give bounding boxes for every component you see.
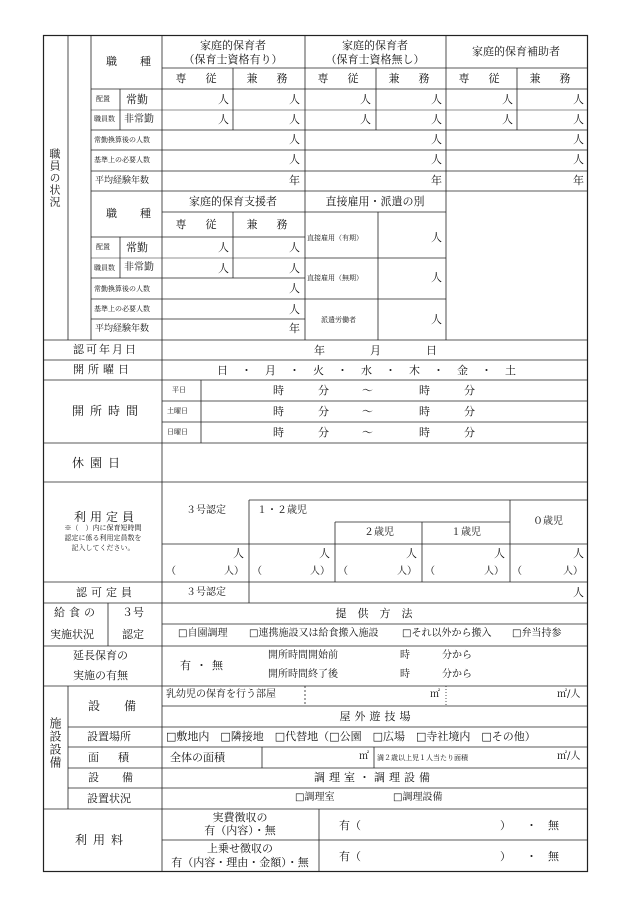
paren-close: 人） [397, 566, 417, 577]
tilde: ～ [362, 405, 373, 418]
day-label: 日 [426, 344, 437, 357]
capacity-note-2: 認定に係る利用定員数を [64, 534, 142, 542]
meal-option-1[interactable]: □自園調理 [178, 628, 228, 639]
meal-option-4[interactable]: □弁当持参 [512, 628, 562, 639]
minute: 分 [464, 405, 475, 418]
capacity-label: 利用定員 [74, 510, 139, 524]
unit: 人 [319, 547, 330, 560]
sunday-label: 日曜日 [167, 428, 188, 436]
irregular-label: 非常勤 [124, 114, 154, 125]
location-options[interactable]: □敷地内 □隣接地 □代替地（□公園 □広場 □寺社境内 □その他） [166, 730, 536, 743]
unit: 人 [494, 547, 505, 560]
job-type-label: 職 種 [106, 55, 157, 68]
tilde: ～ [362, 384, 373, 397]
dispatch-label: 派遣労働者 [321, 316, 356, 324]
minute: 分 [464, 384, 475, 397]
hour: 時 [419, 384, 430, 397]
kitchen-equip-option[interactable]: □調理設備 [393, 792, 443, 803]
full-time-2: 専 従 [317, 72, 363, 85]
unit: 人 [360, 93, 371, 106]
placement-label-b-2: 職員数 [94, 264, 115, 272]
open-days-value: 日・月・火・水・木・金・土 [217, 364, 529, 377]
minute: 分 [464, 426, 475, 439]
unit: 人 [289, 93, 300, 106]
sqm-per-unit: ㎡/人 [557, 751, 581, 762]
cert3-label: ３号認定 [186, 505, 226, 516]
unit: 人 [289, 133, 300, 146]
closed-days-label: 休園日 [72, 456, 127, 470]
required-label: 基準上の必要人数 [94, 156, 150, 164]
weekday-label: 平日 [172, 386, 186, 394]
unit: 人 [573, 133, 584, 146]
from: 分から [442, 669, 472, 680]
job-type-label-2: 職 種 [106, 207, 157, 220]
fee-close: ） [500, 850, 511, 863]
col-support: 家庭的保育支援者 [189, 195, 277, 208]
unit-year: 年 [289, 174, 300, 187]
capacity-note-3: 記入してください。 [71, 544, 135, 552]
unit: 人 [233, 547, 244, 560]
unit-year: 年 [431, 174, 442, 187]
full-time-1: 専 従 [175, 72, 221, 85]
unit: 人 [502, 93, 513, 106]
sqm-unit: ㎡ [430, 689, 440, 700]
part-time-2: 兼 務 [388, 72, 434, 85]
install-status-label: 設置状況 [87, 792, 131, 805]
regular-label: 常勤 [126, 93, 148, 106]
avg-years-label: 平均経験年数 [95, 176, 150, 186]
extended-start-label: 開所時間開始前 [268, 650, 338, 661]
placement-label-b: 職員数 [94, 115, 115, 123]
extended-yes-no: 有・無 [180, 659, 228, 672]
paren-close: 人） [310, 566, 330, 577]
hour: 時 [400, 669, 410, 680]
approved-capacity-label: 認可定員 [76, 586, 136, 599]
location-label: 設置場所 [87, 730, 131, 743]
unit: 人 [289, 241, 300, 254]
open-days-label: 開所曜日 [73, 363, 133, 376]
playground-label: 屋外遊技場 [339, 710, 415, 723]
regular-label-2: 常勤 [126, 241, 148, 254]
age0-label: ０歳児 [533, 516, 563, 527]
area-label: 面 積 [88, 751, 133, 764]
direct-fixed-label: 直接雇用（有期） [307, 234, 363, 242]
unit: 人 [431, 133, 442, 146]
cert-bottom: 認定 [122, 628, 144, 641]
actual-cost-line2: 有（内容）・無 [204, 824, 276, 837]
direct-indef-label: 直接雇用（無期） [307, 274, 363, 282]
fee-dot-no: ・ 無 [526, 819, 559, 832]
meal-option-3[interactable]: □それ以外から搬入 [402, 628, 492, 639]
facility-label: 施設設備 [48, 717, 62, 769]
unit: 人 [431, 93, 442, 106]
col-unqualified-line2: （保育士資格無し） [325, 53, 425, 66]
extended-label-1: 延長保育の [73, 649, 128, 662]
unit: 人 [573, 547, 584, 560]
unit: 人 [431, 313, 442, 326]
method-header: 提 供 方 法 [335, 607, 413, 620]
hour: 時 [419, 426, 430, 439]
direct-hire-header: 直接雇用・派遣の別 [325, 195, 425, 208]
unit: 人 [289, 113, 300, 126]
col-qualified-line2: （保育士資格有り） [183, 53, 283, 66]
approved-cert3: ３号認定 [186, 587, 226, 598]
age2-label: ２歳児 [364, 527, 394, 538]
unit: 人 [218, 113, 229, 126]
unit: 人 [218, 93, 229, 106]
extra-charge-line2: 有（内容・理由・金額）・無 [171, 856, 309, 869]
fee-yes-open: 有（ [339, 819, 361, 832]
unit: 人 [573, 93, 584, 106]
meal-option-2[interactable]: □連携施設又は給食搬入施設 [249, 628, 379, 639]
saturday-label: 土曜日 [167, 407, 188, 415]
open-hours-label: 開所時間 [72, 404, 145, 418]
age12-label: １・２歳児 [257, 505, 307, 516]
extended-label-2: 実施の有無 [73, 669, 128, 682]
placement-label-a: 配置 [96, 95, 110, 103]
paren-open: （ [512, 566, 522, 577]
unit: 人 [289, 282, 300, 295]
part-time-3: 兼 務 [529, 72, 575, 85]
from: 分から [442, 650, 472, 661]
required-label-2: 基準上の必要人数 [94, 305, 150, 313]
unit: 人 [573, 153, 584, 166]
fee-dot-no: ・ 無 [526, 850, 559, 863]
part-time-1: 兼 務 [246, 72, 292, 85]
placement-label-a-2: 配置 [96, 243, 110, 251]
unit: 人 [289, 262, 300, 275]
unit-year: 年 [573, 174, 584, 187]
hour: 時 [273, 384, 284, 397]
minute: 分 [318, 405, 329, 418]
fee-yes-open: 有（ [339, 850, 361, 863]
unit: 人 [431, 231, 442, 244]
meals-label-1: 給食の [54, 606, 99, 619]
paren-close: 人） [563, 566, 583, 577]
equipment-label: 設 備 [88, 699, 143, 713]
unit: 人 [218, 241, 229, 254]
month-label: 月 [370, 344, 381, 357]
equipment2-label: 設 備 [88, 771, 139, 784]
hour: 時 [400, 650, 410, 661]
hour: 時 [273, 405, 284, 418]
actual-cost-line1: 実費徴収の [212, 811, 268, 824]
extended-end-label: 開所時間終了後 [268, 669, 338, 680]
total-area-label: 全体の面積 [170, 751, 225, 764]
part-time-4: 兼 務 [246, 218, 292, 231]
meals-label-2: 実施状況 [50, 628, 94, 641]
full-time-3: 専 従 [458, 72, 504, 85]
col-unqualified-line1: 家庭的保育者 [342, 39, 408, 52]
minute: 分 [318, 384, 329, 397]
unit: 人 [360, 113, 371, 126]
fee-close: ） [500, 819, 511, 832]
unit: 人 [573, 113, 584, 126]
minute: 分 [318, 426, 329, 439]
unit: 人 [502, 113, 513, 126]
unit: 人 [289, 153, 300, 166]
paren-close: 人） [224, 566, 244, 577]
hour: 時 [419, 405, 430, 418]
unit: 人 [431, 271, 442, 284]
per-child-area-label: 満２歳以上児１人当たり面積 [377, 754, 468, 762]
approval-date-label: 認可年月日 [73, 343, 138, 356]
sqm-per-unit: ㎡/人 [557, 689, 581, 700]
age1-label: １歳児 [451, 527, 481, 538]
extra-charge-line1: 上乗せ徴収の [207, 842, 273, 855]
hour: 時 [273, 426, 284, 439]
capacity-note-1: ※（ ）内に保育短時間 [64, 524, 142, 532]
paren-open: （ [166, 566, 176, 577]
kitchen-room-option[interactable]: □調理室 [295, 792, 335, 803]
cert-top: ３号 [122, 606, 144, 619]
fte-label: 常勤換算後の人数 [94, 136, 150, 144]
unit: 人 [406, 547, 417, 560]
paren-close: 人） [484, 566, 504, 577]
paren-open: （ [425, 566, 435, 577]
col-qualified-line1: 家庭的保育者 [200, 39, 266, 52]
fees-label: 利用料 [75, 833, 130, 847]
unit: 人 [431, 113, 442, 126]
avg-years-label-2: 平均経験年数 [95, 324, 150, 334]
infant-room-label: 乳幼児の保育を行う部屋 [166, 689, 276, 700]
paren-open: （ [252, 566, 262, 577]
fte-label-2: 常勤換算後の人数 [94, 285, 150, 293]
tilde: ～ [362, 426, 373, 439]
sqm-unit: ㎡ [359, 751, 369, 762]
unit: 人 [218, 262, 229, 275]
full-time-4: 専 従 [175, 218, 221, 231]
unit: 人 [289, 303, 300, 316]
irregular-label-2: 非常勤 [124, 262, 154, 273]
staff-section-label: 職員の状況 [48, 148, 61, 208]
unit: 人 [573, 586, 584, 599]
year-label: 年 [314, 344, 325, 357]
paren-open: （ [338, 566, 348, 577]
unit-year: 年 [289, 322, 300, 335]
kitchen-label: 調理室・調理設備 [314, 771, 434, 784]
col-assistant: 家庭的保育補助者 [472, 45, 560, 58]
unit: 人 [431, 153, 442, 166]
